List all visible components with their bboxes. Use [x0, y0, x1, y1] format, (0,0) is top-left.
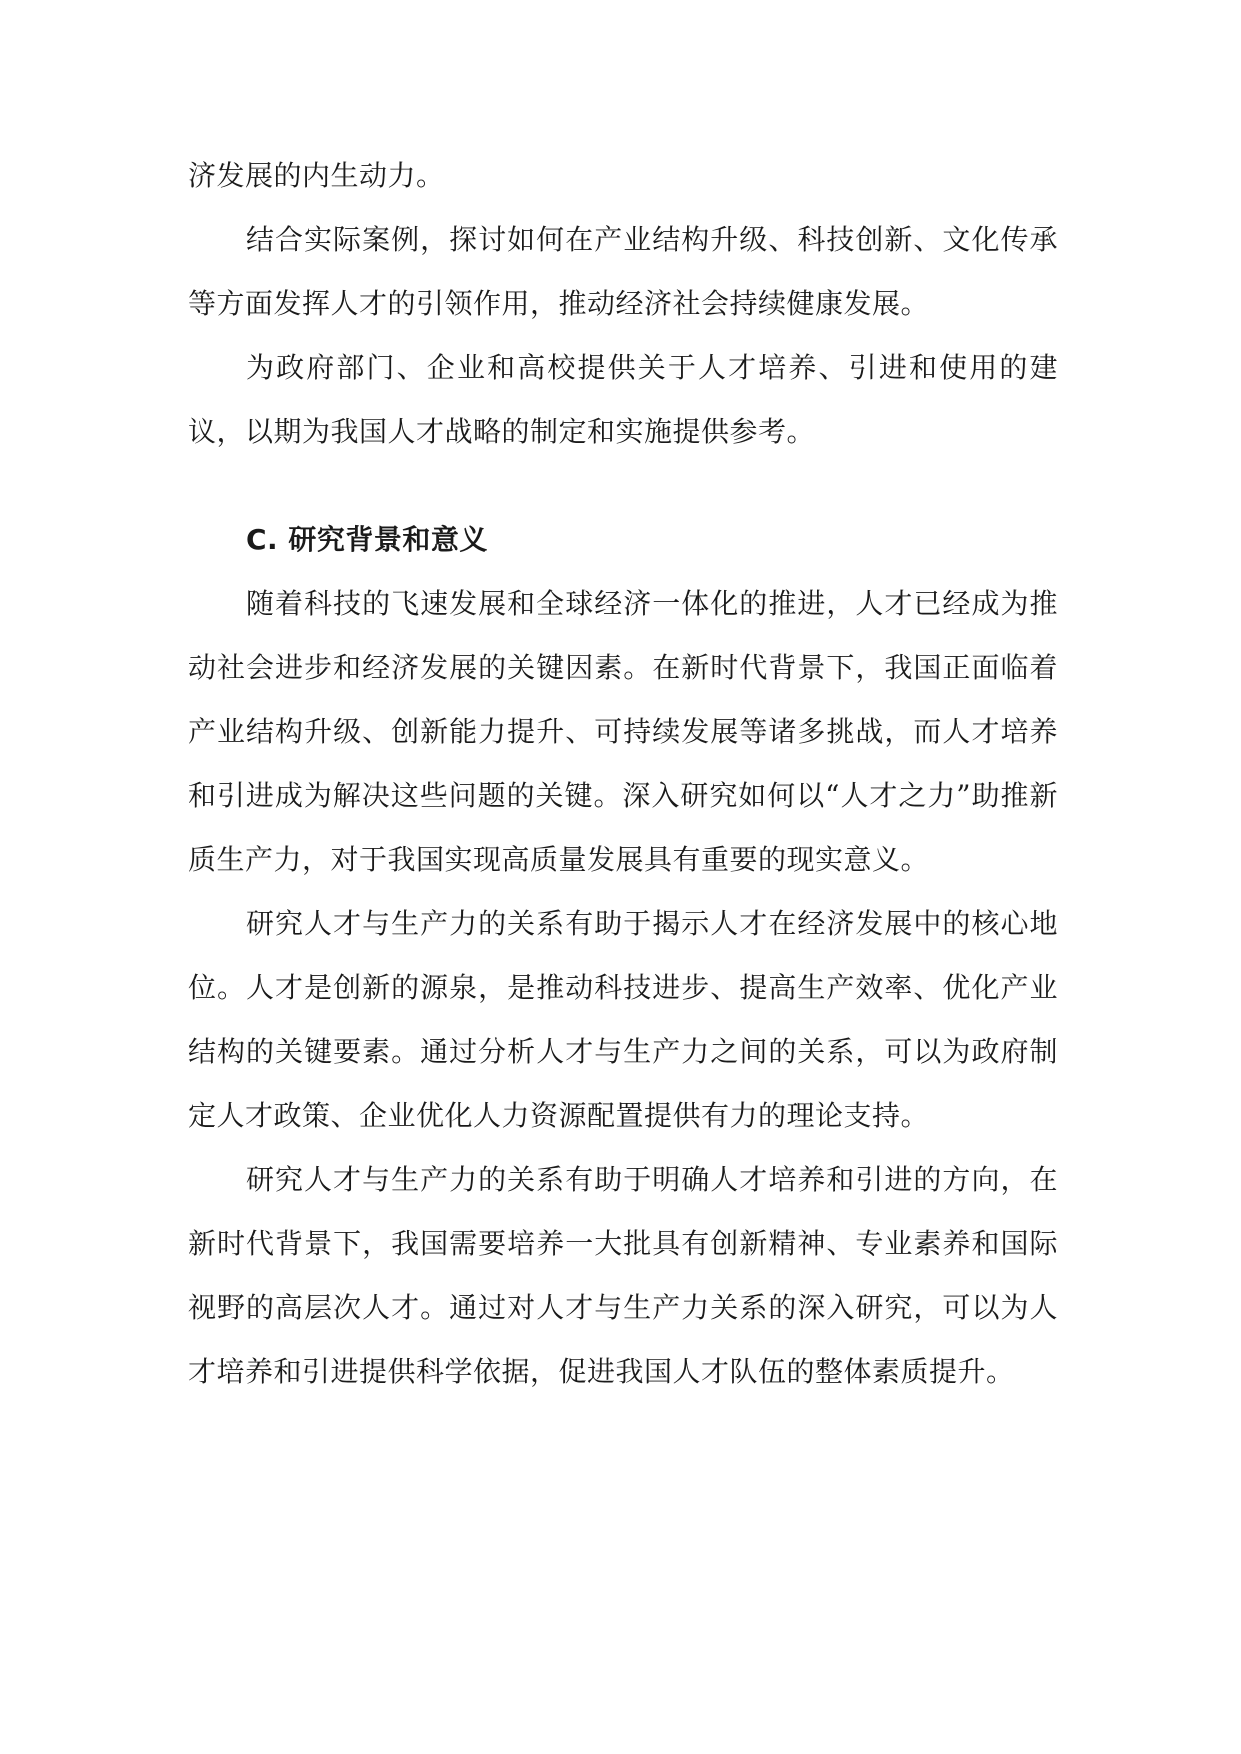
section-heading: C. 研究背景和意义: [246, 523, 488, 556]
paragraph-direction: 研究人才与生产力的关系有助于明确人才培养和引进的方向，在新时代背景下，我国需要培养一大批具有创新精神、专业素养和国际视野的高层次人才。通过对人才与生产力关系的深入研究，可以为人才培养和引进提供科学依据，促进我国人才队伍的整体素质提升。: [188, 1163, 1058, 1388]
paragraph-suggestions: 为政府部门、企业和高校提供关于人才培养、引进和使用的建议，以期为我国人才战略的制定和实施提供参考。: [188, 351, 1058, 448]
paragraph-case-study: 结合实际案例，探讨如何在产业结构升级、科技创新、文化传承等方面发挥人才的引领作用，推动经济社会持续健康发展。: [188, 223, 1058, 320]
document-page: [188, 144, 1058, 1404]
paragraph-background: 随着科技的飞速发展和全球经济一体化的推进，人才已经成为推动社会进步和经济发展的关键因素。在新时代背景下，我国正面临着产业结构升级、创新能力提升、可持续发展等诸多挑战，而人才培养和引进成为解决这些问题的关键。深入研究如何以“人才之力”助推新质生产力，对于我国实现高质量发展具有重要的现实意义。: [188, 587, 1058, 876]
paragraph-core-position: 研究人才与生产力的关系有助于揭示人才在经济发展中的核心地位。人才是创新的源泉，是推动科技进步、提高生产效率、优化产业结构的关键要素。通过分析人才与生产力之间的关系，可以为政府制定人才政策、企业优化人力资源配置提供有力的理论支持。: [188, 907, 1058, 1132]
paragraph-continued: 济发展的内生动力。: [188, 159, 445, 192]
